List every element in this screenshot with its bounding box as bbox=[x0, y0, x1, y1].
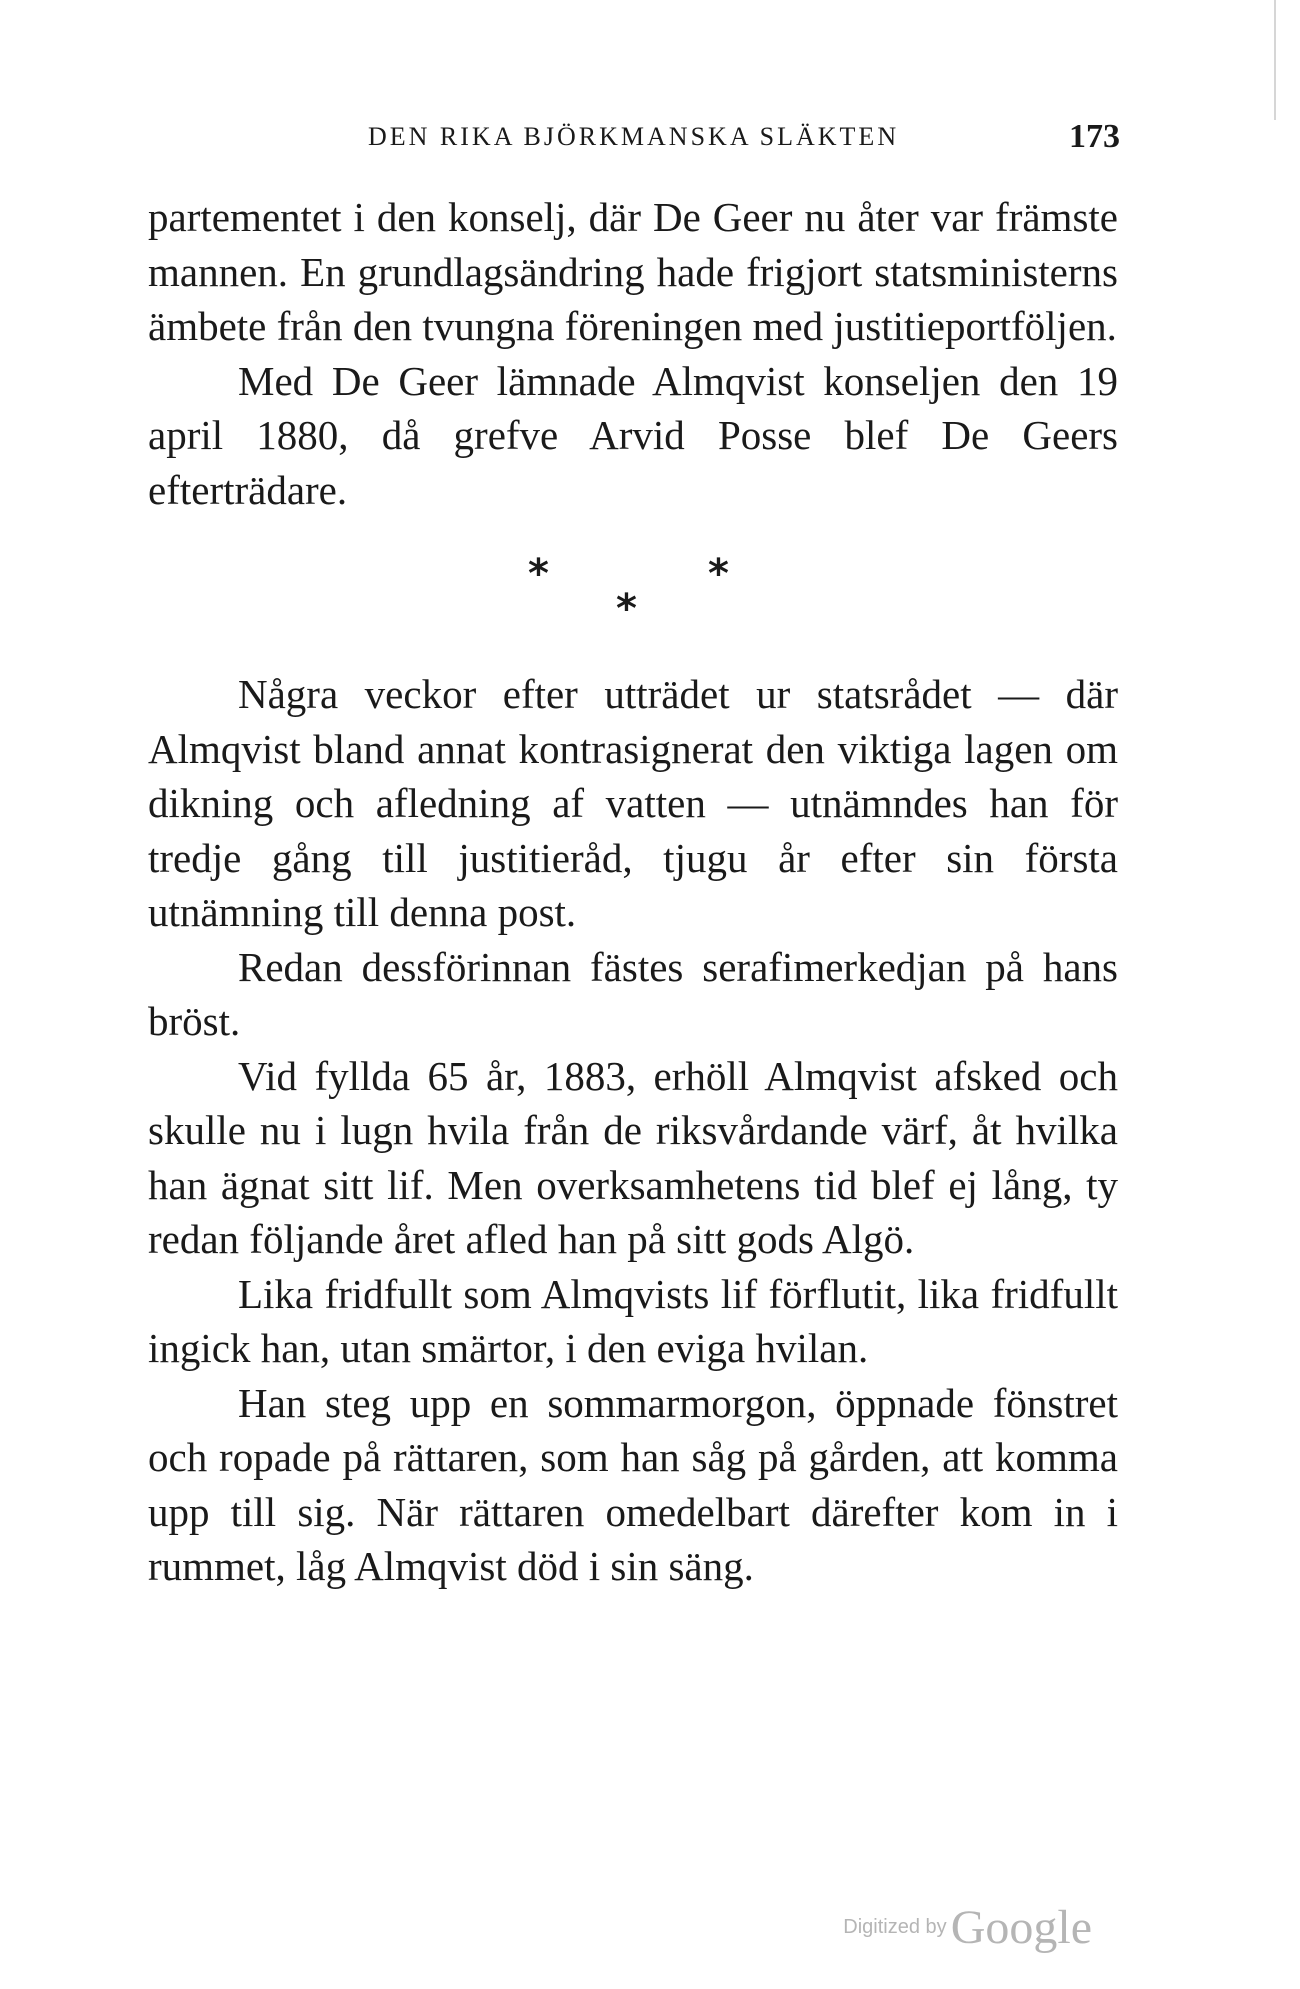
paragraph: Han steg upp en sommarmorgon, öppnade fönstret och ropade på rättaren, som han såg på gården, att komma upp till sig. När rättaren omedelbart därefter kom in i rummet, låg Almqvist död i sin säng. bbox=[148, 1379, 1118, 1589]
scan-edge-line bbox=[1274, 0, 1276, 120]
digitized-prefix: Digitized by bbox=[843, 1916, 947, 1938]
paragraph-continuation: partementet i den konselj, där De Geer nu åter var främste mannen. En grundlagsändring hade frigjort statsministerns ämbete från den tvungna föreningen med justitieportföljen. bbox=[148, 194, 1118, 349]
running-title: DEN RIKA BJÖRKMANSKA SLÄKTEN bbox=[368, 122, 900, 151]
digitized-watermark bbox=[843, 1900, 1092, 1955]
paragraph: Några veckor efter utträdet ur statsrådet — där Almqvist bland annat kontrasignerat den viktiga lagen om dikning och afledning af vatten — utnämndes han för tredje gång till justitieråd, tjugu år efter sin första utnämning till denna post. bbox=[148, 671, 1118, 935]
paragraph: Lika fridfullt som Almqvists lif förflutit, lika fridfullt ingick han, utan smärtor, i den eviga hvilan. bbox=[148, 1270, 1118, 1371]
page-number: 173 bbox=[1069, 118, 1120, 155]
body-text bbox=[148, 190, 1118, 1594]
asterisk: * bbox=[708, 551, 729, 597]
running-header bbox=[140, 118, 1120, 162]
asterisk: * bbox=[616, 586, 637, 632]
paragraph: Vid fyllda 65 år, 1883, erhöll Almqvist afsked och skulle nu i lugn hvila från de riksvårdande värf, åt hvilka han ägnat sitt lif. Men overksamhetens tid blef ej lång, ty redan följande året afled han på sitt gods Algö. bbox=[148, 1052, 1118, 1262]
paragraph: Redan dessförinnan fästes serafimerkedjan på hans bröst. bbox=[148, 943, 1118, 1044]
asterisk: * bbox=[528, 551, 549, 597]
paragraph: Med De Geer lämnade Almqvist konseljen den 19 april 1880, då grefve Arvid Posse blef De Geers efterträdare. bbox=[148, 357, 1118, 513]
google-wordmark: Google bbox=[950, 1901, 1092, 1954]
section-break-asterisks bbox=[148, 517, 1118, 667]
